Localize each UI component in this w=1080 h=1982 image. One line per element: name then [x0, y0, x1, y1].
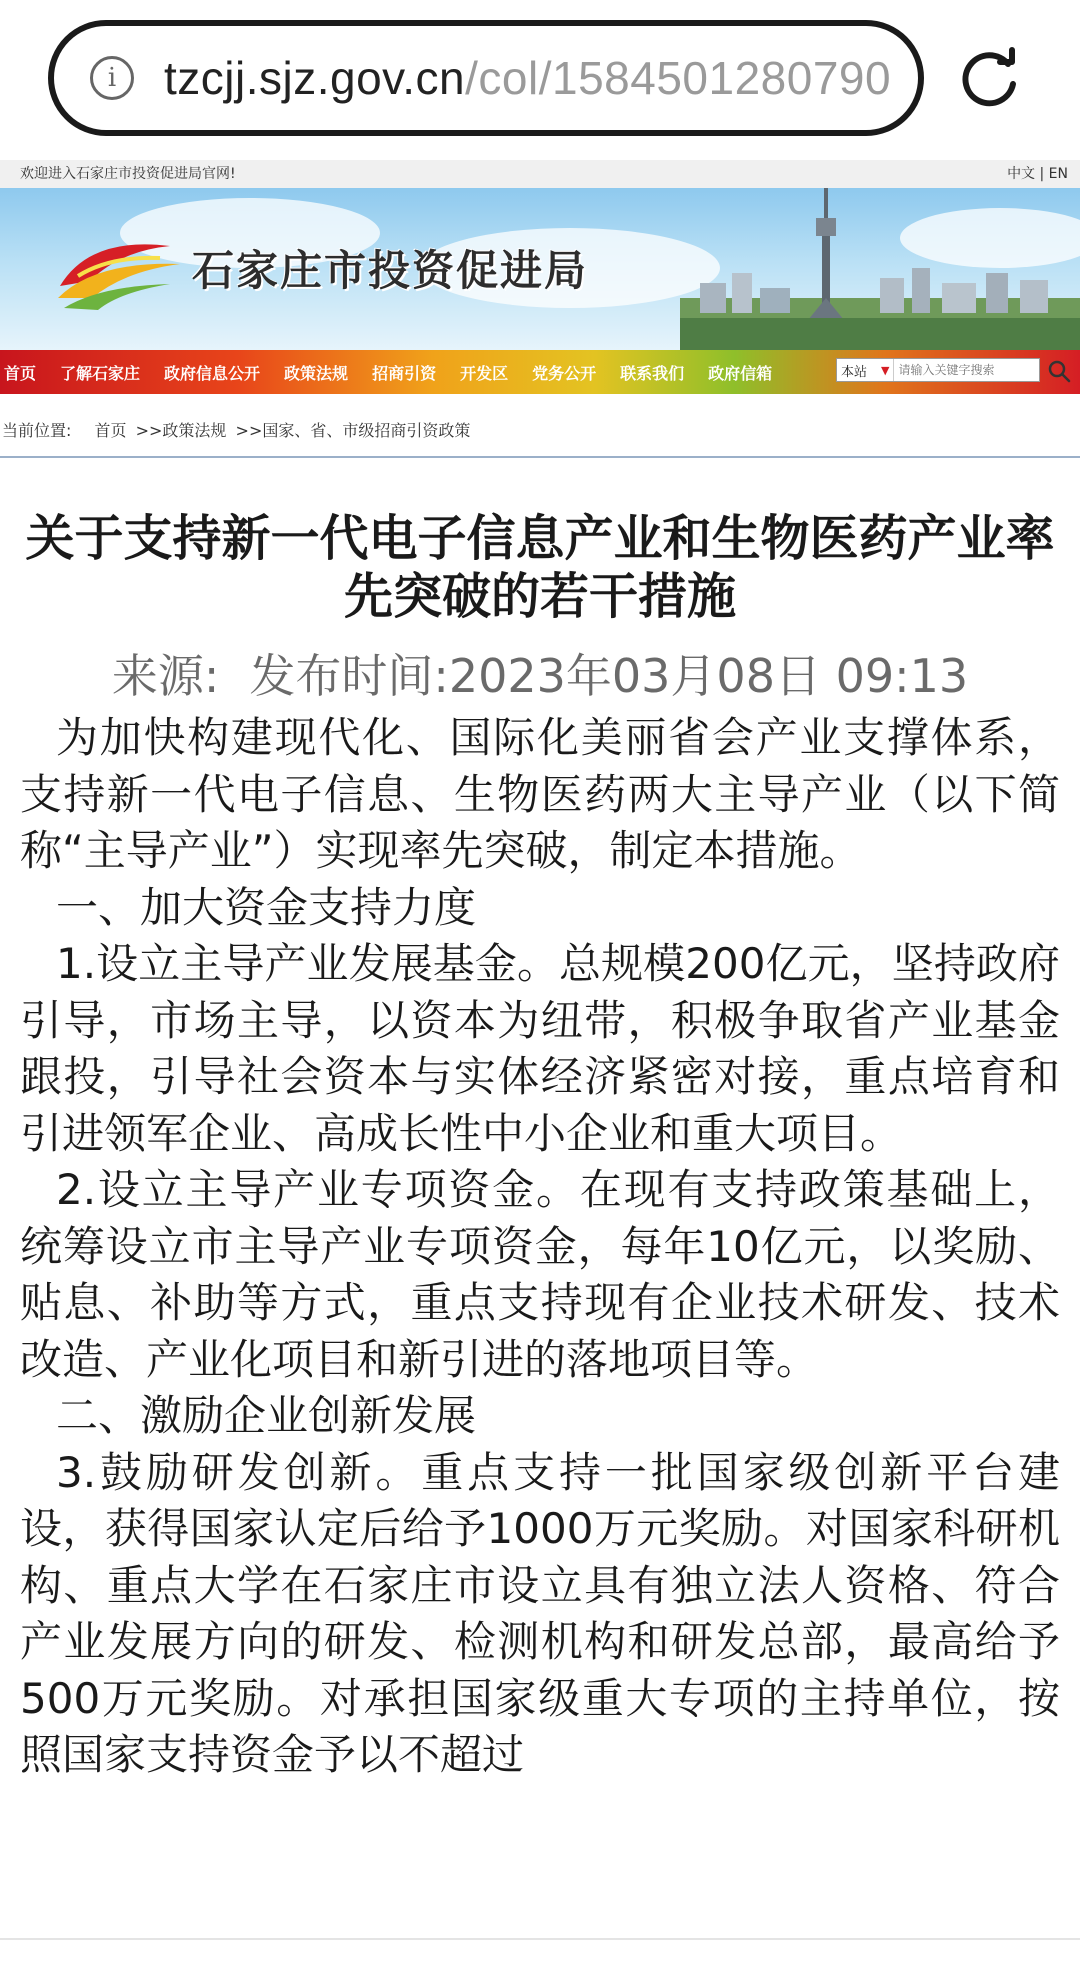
breadcrumb-label: 当前位置:	[2, 421, 72, 440]
search-scope-select[interactable]	[837, 359, 894, 381]
search-scope-label: 本站	[841, 364, 868, 380]
breadcrumb-policy[interactable]: >>政策法规	[135, 421, 227, 440]
nav-item-contact[interactable]: 联系我们	[620, 363, 685, 383]
bottom-divider	[0, 1938, 1080, 1940]
breadcrumb	[0, 394, 1080, 458]
dropdown-arrow-icon: ▼	[881, 363, 890, 377]
nav-item-about[interactable]: 了解石家庄	[60, 363, 141, 383]
url-host: tzcjj.sjz.gov.cn	[164, 52, 466, 104]
paragraph: 为加快构建现代化、国际化美丽省会产业支撑体系，支持新一代电子信息、生物医药两大主导产业（以下简称“主导产业”）实现率先突破，制定本措施。	[20, 713, 1060, 875]
search-box	[836, 358, 1040, 382]
nav-item-home[interactable]: 首页	[4, 363, 37, 383]
welcome-text: 欢迎进入石家庄市投资促进局官网!	[20, 166, 236, 182]
nav-item-investment[interactable]: 招商引资	[372, 363, 437, 383]
main-nav	[0, 350, 1080, 394]
paragraph: 2.设立主导产业专项资金。在现有支持政策基础上，统筹设立市主导产业专项资金，每年10亿元，以奖励、贴息、补助等方式，重点支持现有企业技术研发、技术改造、产业化项目和新引进的落地项目等。	[20, 1165, 1060, 1384]
info-icon[interactable]: i	[90, 56, 134, 100]
paragraph: 3.鼓励研发创新。重点支持一批国家级创新平台建设，获得国家认定后给予1000万元奖励。对国家科研机构、重点大学在石家庄市设立具有独立法人资格、符合产业发展方向的研发、检测机构和研发总部，最高给予500万元奖励。对承担国家级重大专项的主持单位，按照国家支持资金予以不超过	[20, 1447, 1060, 1779]
search-icon[interactable]	[1046, 358, 1072, 384]
city-skyline-image	[680, 188, 1080, 350]
welcome-bar	[0, 160, 1080, 188]
paragraph: 1.设立主导产业发展基金。总规模200亿元，坚持政府引导，市场主导，以资本为纽带，积极争取省产业基金跟投，引导社会资本与实体经济紧密对接，重点培育和引进领军企业、高成长性中小企业和重大项目。	[20, 939, 1060, 1158]
date-label: 发布时间:	[249, 649, 449, 703]
site-name: 石家庄市投资促进局	[192, 246, 589, 295]
breadcrumb-home[interactable]: 首页	[94, 421, 127, 440]
article-body	[20, 710, 1060, 1784]
language-switch[interactable]: 中文 | EN	[1007, 166, 1068, 182]
article-title: 关于支持新一代电子信息产业和生物医药产业率先突破的若干措施	[25, 510, 1055, 625]
source-label: 来源:	[111, 649, 220, 703]
breadcrumb-investment-policy[interactable]: >>国家、省、市级招商引资政策	[235, 421, 471, 440]
address-bar[interactable]	[48, 20, 924, 136]
nav-item-gov-info[interactable]: 政府信息公开	[164, 363, 261, 383]
nav-item-dev-zone[interactable]: 开发区	[460, 363, 509, 383]
browser-toolbar	[0, 0, 1080, 160]
nav-item-policy[interactable]: 政策法规	[284, 363, 349, 383]
url-text[interactable]	[164, 51, 891, 105]
nav-item-mailbox[interactable]: 政府信箱	[708, 363, 773, 383]
url-path: /col/1584501280790	[465, 52, 892, 104]
search-input[interactable]	[898, 363, 1018, 377]
nav-item-party[interactable]: 党务公开	[532, 363, 597, 383]
site-logo-icon[interactable]	[50, 226, 200, 316]
article	[0, 460, 1080, 1982]
publish-date: 2023年03月08日 09:13	[448, 649, 969, 703]
site-banner	[0, 188, 1080, 350]
section-heading: 一、加大资金支持力度	[56, 882, 477, 932]
article-meta	[0, 640, 1080, 706]
reload-icon[interactable]	[956, 46, 1022, 112]
section-heading: 二、激励企业创新发展	[56, 1391, 477, 1440]
